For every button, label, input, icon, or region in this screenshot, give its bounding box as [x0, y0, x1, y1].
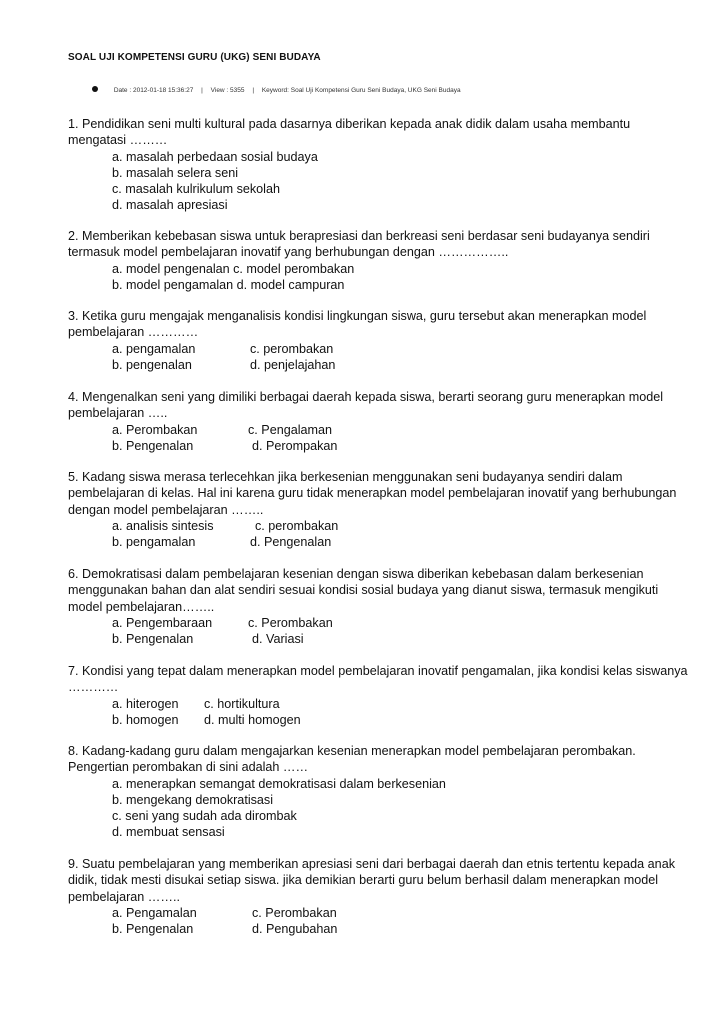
meta-separator: |	[252, 87, 255, 94]
answer-option: b. pengamalan d. Pengenalan	[112, 535, 332, 550]
question-1	[68, 116, 688, 214]
question-8	[68, 743, 688, 841]
question-7	[68, 663, 688, 728]
answer-option: a. model pengenalan c. model perombakan	[112, 261, 355, 276]
question-stem: 4. Mengenalkan seni yang dimiliki berbagai daerah kepada siswa, berarti seorang guru menerapkan model pembelajaran …..	[68, 390, 664, 421]
meta-keywords: Keyword: Soal Uji Kompetensi Guru Seni Budaya, UKG Seni Budaya	[261, 87, 461, 94]
meta-date: Date : 2012-01-18 15:36:27	[113, 87, 194, 94]
question-6	[68, 566, 688, 647]
answer-option: b. masalah selera seni	[112, 165, 239, 180]
question-stem: 6. Demokratisasi dalam pembelajaran kesenian dengan siswa diberikan kebebasan dalam berkesenian menggunakan bahan dan alat sendiri sesuai kondisi sosial budaya yang dianut siswa, termasuk mengikuti model pembelajaran……..	[68, 567, 659, 614]
question-stem: 7. Kondisi yang tepat dalam menerapkan model pembelajaran inovatif pengamalan, jika kondisi kelas siswanya …………	[68, 664, 688, 695]
answer-option: a. Pengamalan c. Perombakan	[112, 905, 337, 920]
answer-option: a. menerapkan semangat demokratisasi dalam berkesenian	[112, 776, 446, 791]
answer-option: b. Pengenalan d. Perompakan	[112, 438, 338, 453]
document-meta	[92, 86, 461, 94]
question-stem: 1. Pendidikan seni multi kultural pada dasarnya diberikan kepada anak didik dalam usaha membantu mengatasi ………	[68, 117, 631, 148]
answer-option: b. mengekang demokratisasi	[112, 792, 274, 807]
answer-option: a. Pengembaraan c. Perombakan	[112, 615, 333, 630]
answer-option: a. analisis sintesis c. perombakan	[112, 518, 339, 533]
question-stem: 2. Memberikan kebebasan siswa untuk berapresiasi dan berkreasi seni berdasar seni budayanya sendiri termasuk model pembelajaran inovatif yang berhubungan dengan ……………..	[68, 229, 650, 260]
answer-option: d. membuat sensasi	[112, 825, 225, 840]
answer-option: c. seni yang sudah ada dirombak	[112, 809, 297, 824]
answer-option: b. Pengenalan d. Pengubahan	[112, 922, 338, 937]
document-title: SOAL UJI KOMPETENSI GURU (UKG) SENI BUDAYA	[68, 52, 321, 63]
answer-option: a. pengamalan c. perombakan	[112, 341, 334, 356]
answer-option: b. model pengamalan d. model campuran	[112, 277, 345, 292]
question-stem: 8. Kadang-kadang guru dalam mengajarkan kesenian menerapkan model pembelajaran perombakan. Pengertian perombakan di sini adalah ……	[68, 744, 636, 775]
answer-option: a. Perombakan c. Pengalaman	[112, 422, 333, 437]
question-4	[68, 389, 688, 454]
question-stem: 3. Ketika guru mengajak menganalisis kondisi lingkungan siswa, guru tersebut akan menerapkan model pembelajaran …………	[68, 309, 647, 340]
meta-views: View : 5355	[210, 87, 245, 94]
answer-option: a. masalah perbedaan sosial budaya	[112, 149, 318, 164]
question-stem: 5. Kadang siswa merasa terlecehkan jika berkesenian menggunakan seni budayanya sendiri dalam pembelajaran di kelas. Hal ini karena guru tidak menerapkan model pembelajaran inovatif yang berhubungan dengan model pembelajaran ……..	[68, 470, 677, 517]
question-stem: 9. Suatu pembelajaran yang memberikan apresiasi seni dari berbagai daerah dan etnis tertentu kepada anak didik, tidak mesti disukai setiap siswa. jika demikian berarti guru belum berhasil dalam menerapkan model pembelajaran ……..	[68, 857, 675, 904]
answer-option: d. masalah apresiasi	[112, 198, 228, 213]
question-9	[68, 856, 688, 937]
answer-option: b. homogen d. multi homogen	[112, 712, 301, 727]
bullet-icon	[92, 86, 98, 92]
meta-separator: |	[201, 87, 203, 94]
question-5	[68, 469, 688, 550]
question-3	[68, 308, 688, 373]
answer-option: b. Pengenalan d. Variasi	[112, 632, 304, 647]
question-2	[68, 228, 688, 293]
answer-option: b. pengenalan d. penjelajahan	[112, 357, 336, 372]
answer-option: c. masalah kulrikulum sekolah	[112, 182, 280, 197]
answer-option: a. hiterogen c. hortikultura	[112, 696, 280, 711]
